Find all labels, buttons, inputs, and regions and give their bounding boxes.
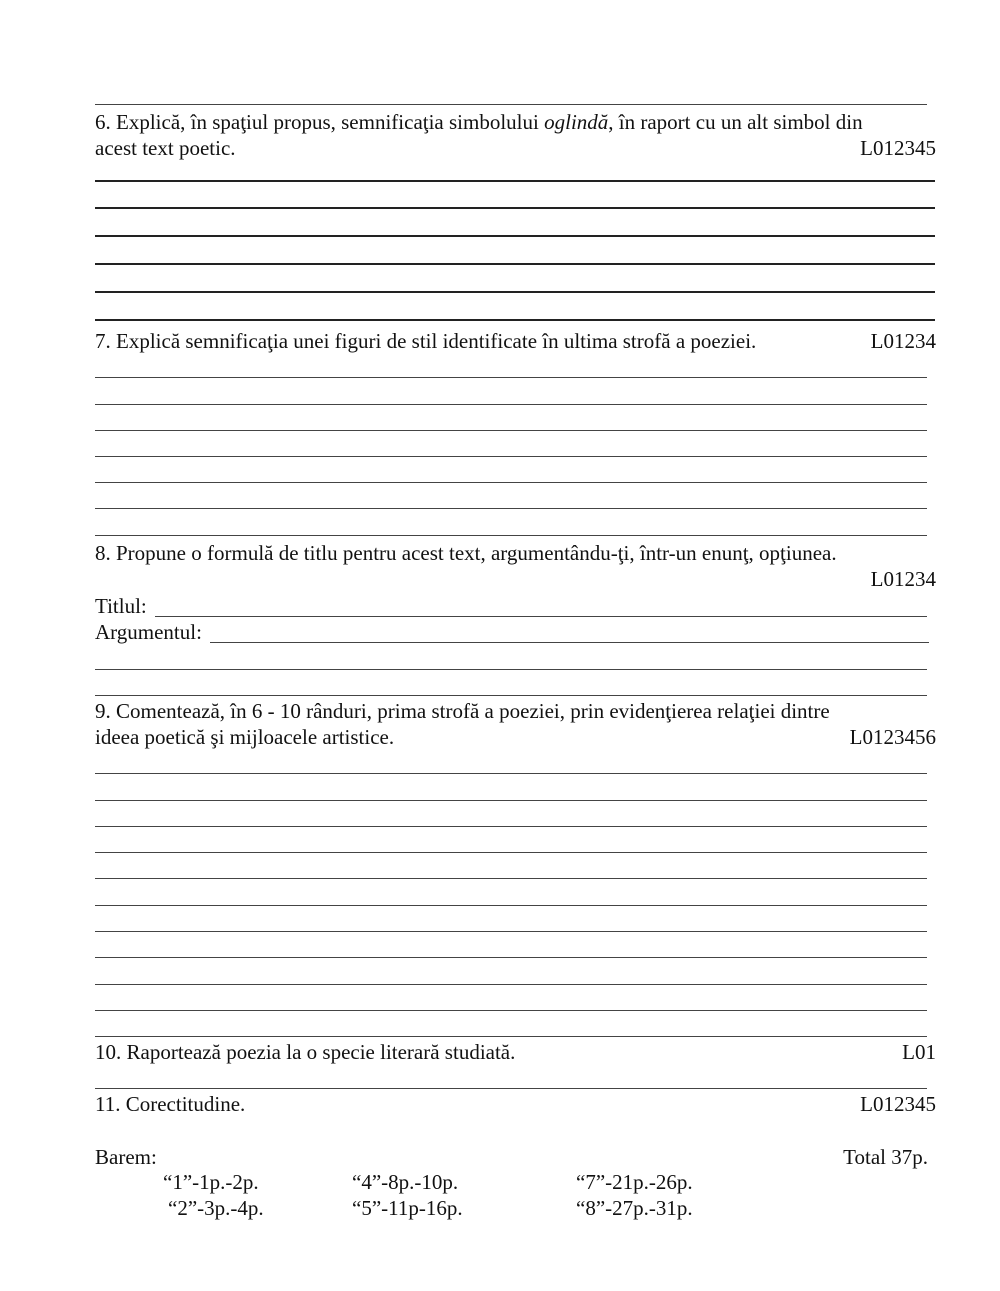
barem-label: Barem: [95, 1145, 157, 1169]
question-6-code: L012345 [860, 136, 936, 160]
answer-line-q7[interactable] [95, 377, 927, 378]
answer-line-q6[interactable] [95, 291, 935, 293]
answer-line-q9[interactable] [95, 931, 927, 932]
barem-total: Total 37p. [843, 1145, 928, 1169]
answer-line-q6[interactable] [95, 263, 935, 265]
question-7-text: 7. Explică semnificaţia unei figuri de stil identificate în ultima strofă a poeziei. [95, 329, 757, 353]
barem-item: “1”-1p.-2p. [163, 1170, 259, 1194]
answer-line [95, 104, 927, 105]
answer-line-q6[interactable] [95, 180, 935, 182]
barem-item: “5”-11p-16p. [352, 1196, 463, 1220]
argument-answer-line[interactable] [210, 642, 929, 643]
answer-line-q7[interactable] [95, 482, 927, 483]
question-7-code: L01234 [870, 329, 936, 353]
question-6-text-line2: acest text poetic. [95, 136, 236, 160]
answer-line-q8[interactable] [95, 669, 927, 670]
answer-line-q9[interactable] [95, 1010, 927, 1011]
answer-line-q9[interactable] [95, 957, 927, 958]
answer-line-q9[interactable] [95, 984, 927, 985]
answer-line-q6[interactable] [95, 235, 935, 237]
answer-line-q6[interactable] [95, 319, 935, 321]
answer-line-q8[interactable] [95, 695, 927, 696]
question-9-code: L0123456 [849, 725, 936, 749]
question-6-text: 6. Explică, în spaţiul propus, semnificaţia simbolului oglindă, în raport cu un alt simbol din [95, 110, 863, 134]
answer-line-q7[interactable] [95, 430, 927, 431]
barem-item: “4”-8p.-10p. [352, 1170, 459, 1194]
answer-line-q7[interactable] [95, 456, 927, 457]
answer-line-q9[interactable] [95, 905, 927, 906]
answer-line-q9[interactable] [95, 773, 927, 774]
question-10-code: L01 [902, 1040, 936, 1064]
question-11-code: L012345 [860, 1092, 936, 1116]
question-10-text: 10. Raportează poezia la o specie literară studiată. [95, 1040, 516, 1064]
answer-line-q9[interactable] [95, 878, 927, 879]
answer-line-q7[interactable] [95, 535, 927, 536]
answer-line-q6[interactable] [95, 207, 935, 209]
answer-line-q7[interactable] [95, 508, 927, 509]
title-answer-line[interactable] [155, 616, 927, 617]
question-9-text-line2: ideea poetică şi mijloacele artistice. [95, 725, 395, 749]
answer-line-q9[interactable] [95, 852, 927, 853]
question-9-text: 9. Comentează, în 6 - 10 rânduri, prima strofă a poeziei, prin evidenţierea relaţiei dintre [95, 699, 830, 723]
answer-line-q9[interactable] [95, 826, 927, 827]
answer-line-q7[interactable] [95, 404, 927, 405]
question-8-code: L01234 [870, 567, 936, 591]
barem-item: “8”-27p.-31p. [576, 1196, 693, 1220]
title-label: Titlul: [95, 594, 147, 618]
barem-item: “2”-3p.-4p. [168, 1196, 264, 1220]
argument-label: Argumentul: [95, 620, 202, 644]
question-8-text: 8. Propune o formulă de titlu pentru acest text, argumentându-ţi, într-un enunţ, opţiunea. [95, 541, 837, 565]
barem-item: “7”-21p.-26p. [576, 1170, 693, 1194]
answer-line-q10[interactable] [95, 1088, 927, 1089]
answer-line-q9[interactable] [95, 800, 927, 801]
answer-line-q9[interactable] [95, 1036, 927, 1037]
question-11-text: 11. Corectitudine. [95, 1092, 246, 1116]
